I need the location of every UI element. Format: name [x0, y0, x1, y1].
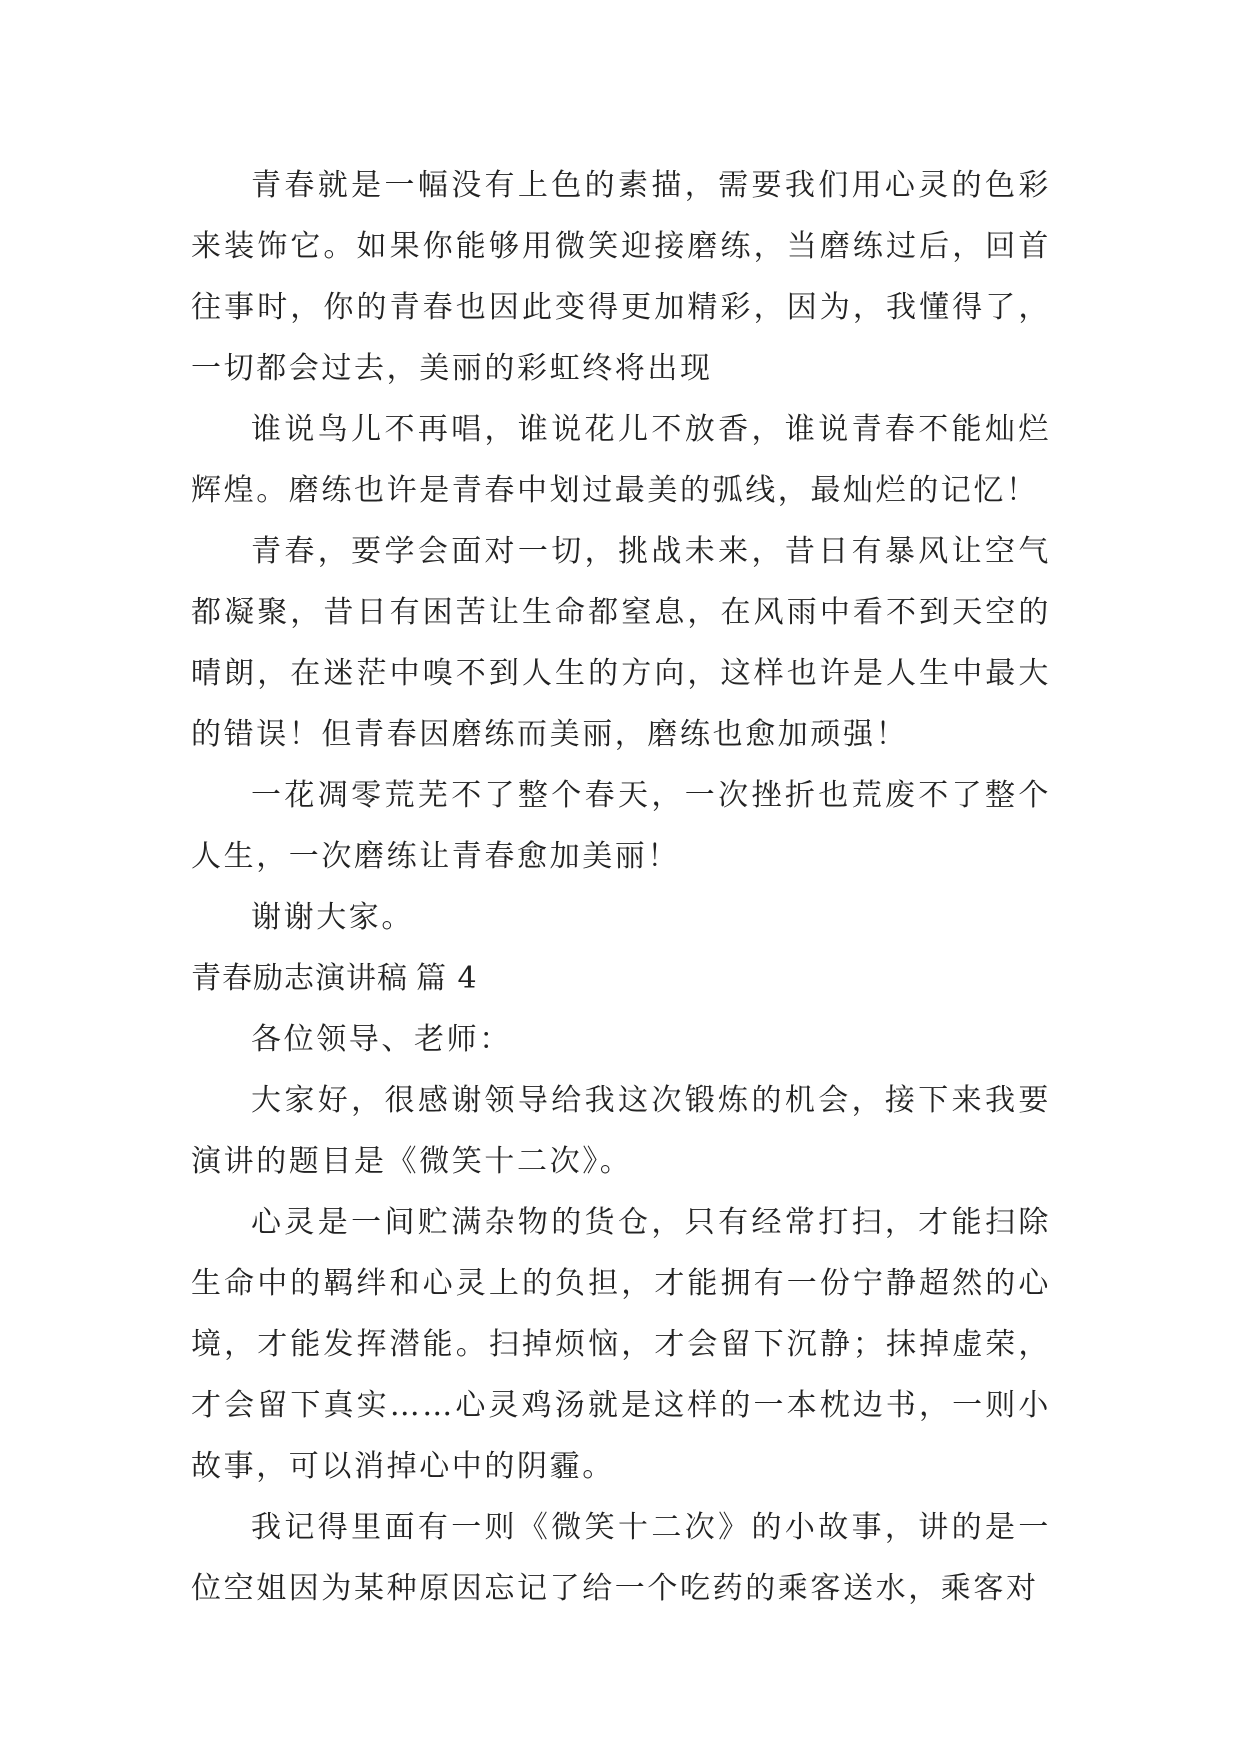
document-body: [191, 155, 1051, 1619]
paragraph: 各位领导、老师：: [251, 1022, 512, 1057]
paragraph: 大家好，很感谢领导给我这次锻炼的机会，接下来我要演讲的题目是《微笑十二次》。: [191, 1083, 1051, 1179]
paragraph: 心灵是一间贮满杂物的货仓，只有经常打扫，才能扫除生命中的羁绊和心灵上的负担，才能拥有一份宁静超然的心境，才能发挥潜能。扫掉烦恼，才会留下沉静；抹掉虚荣，才会留下真实……心灵鸡汤就是这样的一本枕边书，一则小故事，可以消掉心中的阴霾。: [191, 1205, 1051, 1484]
section-heading-title: 青春励志演讲稿: [191, 961, 408, 996]
paragraph: 青春就是一幅没有上色的素描，需要我们用心灵的色彩来装饰它。如果你能够用微笑迎接磨练，当磨练过后，回首往事时，你的青春也因此变得更加精彩，因为，我懂得了，一切都会过去，美丽的彩虹终将出现: [191, 168, 1051, 386]
paragraph: 谢谢大家。: [251, 900, 414, 935]
paragraph: 青春，要学会面对一切，挑战未来，昔日有暴风让空气都凝聚，昔日有困苦让生命都窒息，在风雨中看不到天空的晴朗，在迷茫中嗅不到人生的方向，这样也许是人生中最大的错误！但青春因磨练而美丽，磨练也愈加顽强！: [191, 534, 1051, 752]
paragraph: 一花凋零荒芜不了整个春天，一次挫折也荒废不了整个人生，一次磨练让青春愈加美丽！: [191, 778, 1051, 874]
paragraph: 谁说鸟儿不再唱，谁说花儿不放香，谁说青春不能灿烂辉煌。磨练也许是青春中划过最美的弧线，最灿烂的记忆！: [191, 412, 1051, 508]
paragraph: 我记得里面有一则《微笑十二次》的小故事，讲的是一位空姐因为某种原因忘记了给一个吃药的乘客送水，乘客对: [191, 1510, 1051, 1606]
section-heading: [191, 948, 1051, 1009]
section-heading-number: 篇 4: [416, 961, 478, 996]
